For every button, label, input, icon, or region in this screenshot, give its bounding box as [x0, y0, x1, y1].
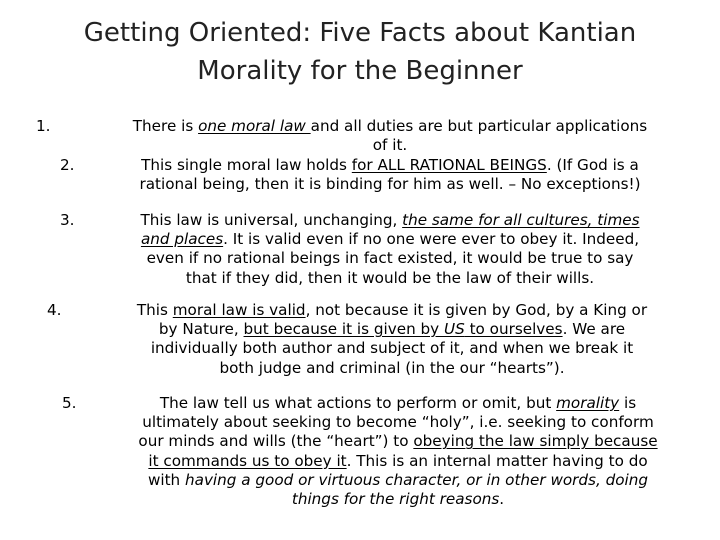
fact-item	[84, 156, 696, 194]
fact-line	[76, 490, 720, 509]
underlined-text: US	[444, 320, 465, 339]
fact-line	[84, 175, 696, 194]
fact-line	[84, 230, 696, 249]
fact-line	[74, 320, 710, 339]
underlined-text: but because it is given by	[243, 320, 444, 339]
fact-line	[60, 136, 720, 155]
text-segment: This	[136, 301, 173, 319]
fact-line	[76, 394, 720, 413]
text-segment: individually both author and subject of it, and when we break it	[150, 339, 634, 358]
text-segment: There is	[132, 117, 199, 135]
fact-number: 2.	[60, 156, 75, 174]
italic-text: having a good or virtuous character, or in other words, doing	[185, 470, 649, 489]
fact-line	[74, 339, 710, 358]
text-segment: is	[619, 394, 637, 412]
fact-line	[76, 432, 720, 451]
slide-title	[60, 14, 660, 90]
underlined-text: morality	[556, 394, 620, 412]
text-segment: ultimately about seeking to become “holy”, i.e. seeking to conform	[142, 413, 654, 432]
underlined-text: for ALL RATIONAL BEINGS	[351, 156, 547, 174]
fact-line	[76, 452, 720, 471]
fact-line	[76, 471, 720, 490]
underlined-text: the same for all cultures, times	[402, 211, 640, 229]
fact-line	[60, 117, 720, 136]
text-segment: and all duties are but particular applications	[310, 117, 648, 135]
underlined-text: it commands us to obey it	[148, 451, 347, 470]
underlined-text: moral law is valid	[172, 301, 306, 319]
underlined-text: one moral law	[198, 117, 311, 135]
text-segment: our minds and wills (the “heart”) to	[138, 432, 414, 451]
fact-number: 4.	[47, 301, 62, 319]
fact-line	[84, 249, 696, 268]
text-segment: by Nature,	[158, 320, 244, 339]
underlined-text: to ourselves	[464, 320, 563, 339]
text-segment: even if no rational beings in fact existed, it would be true to say	[146, 249, 634, 268]
text-segment: with	[147, 470, 186, 489]
text-segment: of it.	[372, 136, 408, 155]
fact-line	[84, 156, 696, 175]
fact-number: 3.	[60, 211, 75, 229]
fact-item	[84, 211, 696, 288]
text-segment: . It is valid even if no one were ever to obey it. Indeed,	[223, 230, 640, 249]
text-segment: .	[499, 490, 505, 509]
underlined-text: obeying the law simply because	[413, 432, 658, 451]
slide-title-line-1: Getting Oriented: Five Facts about Kantian	[83, 18, 637, 48]
fact-item	[60, 117, 720, 155]
fact-line	[76, 413, 720, 432]
slide-title-line-2: Morality for the Beginner	[197, 56, 523, 86]
text-segment: This law is universal, unchanging,	[140, 211, 403, 229]
text-segment: rational being, then it is binding for him as well. – No exceptions!)	[139, 175, 641, 194]
text-segment: that if they did, then it would be the law of their wills.	[185, 268, 595, 287]
text-segment: This single moral law holds	[141, 156, 352, 174]
fact-item	[74, 301, 710, 378]
underlined-text: and places	[140, 230, 224, 249]
fact-number: 5.	[62, 394, 77, 412]
fact-line	[74, 359, 710, 378]
fact-number: 1.	[36, 117, 51, 135]
text-segment: both judge and criminal (in the our “hearts”).	[219, 358, 565, 377]
text-segment: . We are	[562, 320, 626, 339]
text-segment: The law tell us what actions to perform or omit, but	[159, 394, 557, 412]
text-segment: . This is an internal matter having to do	[346, 451, 648, 470]
italic-text: things for the right reasons	[291, 490, 500, 509]
text-segment: , not because it is given by God, by a King or	[305, 301, 648, 319]
fact-item	[76, 394, 720, 509]
text-segment: . (If God is a	[546, 156, 639, 174]
fact-line	[84, 269, 696, 288]
fact-line	[74, 301, 710, 320]
fact-line	[84, 211, 696, 230]
